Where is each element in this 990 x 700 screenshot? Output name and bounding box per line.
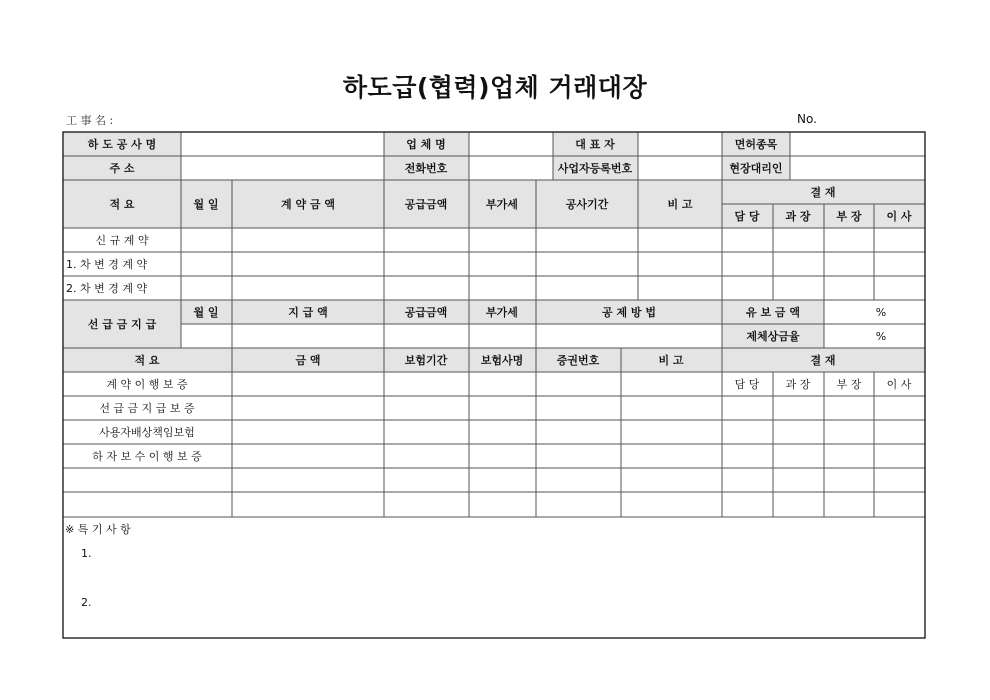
guarantee-row-warranty-bond: 하 자 보 수 이 행 보 증 xyxy=(92,450,202,463)
representative-label: 대 표 자 xyxy=(575,138,615,151)
retention-amount-label: 유 보 금 액 xyxy=(746,306,800,319)
subcontract-name-label: 하 도 공 사 명 xyxy=(87,138,157,151)
guarantee-remarks-header: 비 고 xyxy=(658,354,684,367)
contract-approval-header: 결 재 xyxy=(810,186,836,199)
advance-date-header: 월 일 xyxy=(193,306,219,319)
page-title: 하도급(협력)업체 거래대장 xyxy=(342,73,648,102)
contract-approver-staff: 담 당 xyxy=(734,210,760,223)
contract-approver-section-chief: 과 장 xyxy=(785,210,811,223)
site-agent-label: 현장대리인 xyxy=(729,162,783,175)
substitute-rate-label: 제체상금율 xyxy=(746,330,800,343)
contract-supply-header: 공급금액 xyxy=(404,198,448,211)
advance-amount-header: 지 급 액 xyxy=(288,306,328,319)
guarantee-approver-section-chief: 과 장 xyxy=(785,378,811,391)
contract-row-change-2: 2. 차 변 경 계 약 xyxy=(66,282,148,295)
biz-reg-no-label: 사업자등록번호 xyxy=(557,162,633,175)
deduction-method-header: 공 제 방 법 xyxy=(602,306,656,319)
guarantee-approver-director: 이 사 xyxy=(886,378,912,391)
contract-vat-header: 부가세 xyxy=(486,198,518,211)
policy-number-header: 증권번호 xyxy=(556,354,600,367)
contract-row-change-1: 1. 차 변 경 계 약 xyxy=(66,258,148,271)
contract-date-header: 월 일 xyxy=(193,198,219,211)
contract-approver-director: 이 사 xyxy=(886,210,912,223)
document-number-label: No. xyxy=(797,112,817,126)
guarantee-approver-dept-head: 부 장 xyxy=(836,378,862,391)
contract-period-header: 공사기간 xyxy=(565,198,609,211)
special-notes-label: ※ 특 기 사 항 xyxy=(65,523,131,536)
insurer-header: 보험사명 xyxy=(480,354,524,367)
advance-supply-header: 공급금액 xyxy=(404,306,448,319)
guarantee-approver-staff: 담 당 xyxy=(734,378,760,391)
advance-vat-header: 부가세 xyxy=(486,306,518,319)
contract-summary-header: 적 요 xyxy=(109,198,135,211)
advance-payment-label: 선 급 금 지 급 xyxy=(87,318,157,331)
contract-remarks-header: 비 고 xyxy=(667,198,693,211)
special-note-2: 2. xyxy=(81,596,92,609)
contract-approver-dept-head: 부 장 xyxy=(836,210,862,223)
guarantee-row-performance-bond: 계 약 이 행 보 증 xyxy=(106,378,188,391)
retention-percent-unit: % xyxy=(875,306,887,319)
guarantee-amount-header: 금 액 xyxy=(295,354,321,367)
contract-row-new: 신 규 계 약 xyxy=(95,234,149,247)
insurance-period-header: 보험기간 xyxy=(404,354,448,367)
license-type-label: 면허종목 xyxy=(734,138,778,151)
phone-label: 전화번호 xyxy=(404,162,448,175)
contract-amount-header: 계 약 금 액 xyxy=(281,198,335,211)
guarantee-approval-header: 결 재 xyxy=(810,354,836,367)
guarantee-row-advance-bond: 선 급 금 지 급 보 증 xyxy=(99,402,195,415)
company-name-label: 업 체 명 xyxy=(406,138,446,151)
project-name-label: 工 事 名 : xyxy=(66,114,114,127)
guarantee-row-liability-insurance: 사용자배상책임보험 xyxy=(99,426,195,439)
substitute-percent-unit: % xyxy=(875,330,887,343)
guarantee-summary-header: 적 요 xyxy=(134,354,160,367)
special-note-1: 1. xyxy=(81,547,92,560)
address-label: 주 소 xyxy=(109,162,135,175)
